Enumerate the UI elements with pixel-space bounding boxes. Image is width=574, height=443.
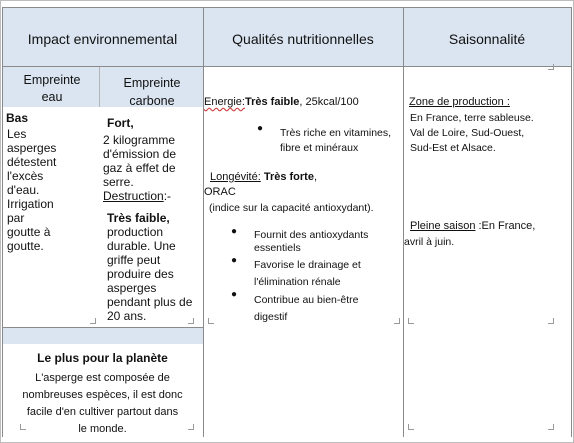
plus-line: le monde.: [78, 423, 127, 435]
bullet-line: fibre et minéraux: [280, 142, 359, 154]
bullet-digestif: [254, 292, 396, 326]
destruction-text: [107, 211, 203, 323]
destruction-line-text: asperges: [107, 281, 157, 295]
orac-description: (indice sur la capacité antioxydant).: [209, 202, 374, 214]
destruction-line-text: griffe peut: [107, 253, 161, 267]
bullet-line: Contribue au bien-être: [254, 294, 359, 306]
impact-section-divider: [2, 327, 203, 328]
destruction-line: [103, 189, 199, 203]
carbone-line: serre.: [103, 175, 134, 189]
bullet-line: digestif: [254, 311, 288, 323]
carbone-text: [103, 133, 199, 203]
bullet-antioxydants: [254, 229, 396, 255]
plus-line: facile d'en cultiver partout dans: [26, 406, 179, 418]
destruction-label: Destruction: [103, 189, 164, 203]
corner-mark: [548, 64, 554, 70]
bullet-line: Très riche en vitamines,: [280, 127, 392, 139]
eau-line: goutte à: [7, 225, 51, 239]
subheader-empreinte-eau: Empreinte eau: [23, 73, 81, 104]
energie-level: Très faible: [244, 96, 300, 108]
carbone-line: 2 kilogramme: [103, 133, 176, 147]
eau-line: d'eau.: [7, 183, 40, 197]
energie-value: , 25kcal/100: [299, 96, 359, 108]
bullet-line: Favorise le drainage et: [254, 259, 361, 271]
plus-line: nombreuses espèces, il est donc: [22, 389, 183, 401]
destruction-line-text: production: [107, 225, 164, 239]
table-top-border: [2, 7, 572, 8]
destruction-level: Très faible,: [107, 211, 170, 225]
eau-line: par: [7, 211, 25, 225]
longevite-comma: ,: [313, 171, 318, 183]
corner-mark: [548, 318, 554, 324]
pleine-saison-text: :En France,: [475, 220, 536, 232]
energie-bullet-text: [280, 126, 398, 156]
pleine-saison-label: Pleine saison: [410, 220, 476, 232]
corner-mark: [408, 318, 414, 324]
destruction-line-text: produire des: [107, 267, 174, 281]
eau-line: Irrigation: [7, 197, 54, 211]
eau-line: Les: [7, 127, 27, 141]
longevite-line: [210, 171, 317, 185]
plus-line: L'asperge est composée de: [35, 372, 170, 384]
bullet-dot: ●: [231, 255, 238, 266]
pleine-saison-months: avril à juin.: [404, 236, 455, 248]
bullet-dot: ●: [231, 289, 238, 300]
longevite-label: Longévité:: [210, 171, 261, 183]
carbone-level: Fort,: [107, 116, 134, 130]
column-divider-2: [403, 7, 404, 437]
carbone-line: d'émission de: [103, 147, 176, 161]
eau-line: l'excès: [7, 169, 44, 183]
table-right-border: [571, 7, 572, 437]
eau-text: [7, 127, 95, 253]
eau-line: détestent: [7, 155, 57, 169]
destruction-suffix: :-: [163, 189, 172, 203]
destruction-line-text: pendant plus de: [107, 295, 193, 309]
corner-mark: [208, 318, 214, 324]
bullet-line: Fournit des antioxydants: [254, 229, 369, 241]
plus-text: [2, 370, 203, 438]
carbone-line: gaz à effet de: [103, 161, 176, 175]
zone-label: [409, 96, 510, 110]
orac-label: ORAC: [204, 186, 236, 198]
zone-text: [410, 111, 568, 156]
column-divider-1: [203, 7, 204, 437]
bullet-line: l'élimination rénale: [254, 276, 341, 288]
zone-line: En France, terre sableuse.: [410, 112, 534, 124]
header-saisonnalite: Saisonnalité: [448, 31, 526, 47]
pleine-saison-line: [410, 220, 535, 234]
corner-mark: [548, 424, 554, 430]
plus-title: Le plus pour la planète: [37, 351, 168, 365]
bullet-line: essentiels: [254, 242, 301, 254]
subcolumn-divider: [99, 67, 100, 107]
header-impact: Impact environnemental: [27, 31, 178, 47]
eau-line: goutte.: [7, 239, 44, 253]
destruction-line-text: durable. Une: [107, 239, 176, 253]
subheader-empreinte-carbone: Empreinte carbone: [123, 76, 181, 108]
eau-level: Bas: [6, 111, 29, 125]
bullet-dot: ●: [257, 123, 264, 134]
eau-line: asperges: [7, 141, 57, 155]
header-qualites: Qualités nutritionnelles: [232, 31, 374, 47]
zone-line: Sud-Est et Alsace.: [410, 142, 496, 154]
header-bottom-border: [2, 66, 572, 67]
zone-label-text: Zone de production :: [409, 96, 510, 108]
destruction-line-text: 20 ans.: [107, 309, 147, 323]
bullet-drainage: [254, 257, 396, 291]
corner-mark: [90, 318, 96, 324]
bullet-dot: ●: [231, 226, 238, 237]
energie-line: [204, 96, 359, 110]
zone-line: Val de Loire, Sud-Ouest,: [410, 127, 525, 139]
corner-mark: [408, 424, 414, 430]
energie-label: Energie:: [204, 96, 245, 108]
longevite-level: Très forte: [263, 171, 314, 183]
